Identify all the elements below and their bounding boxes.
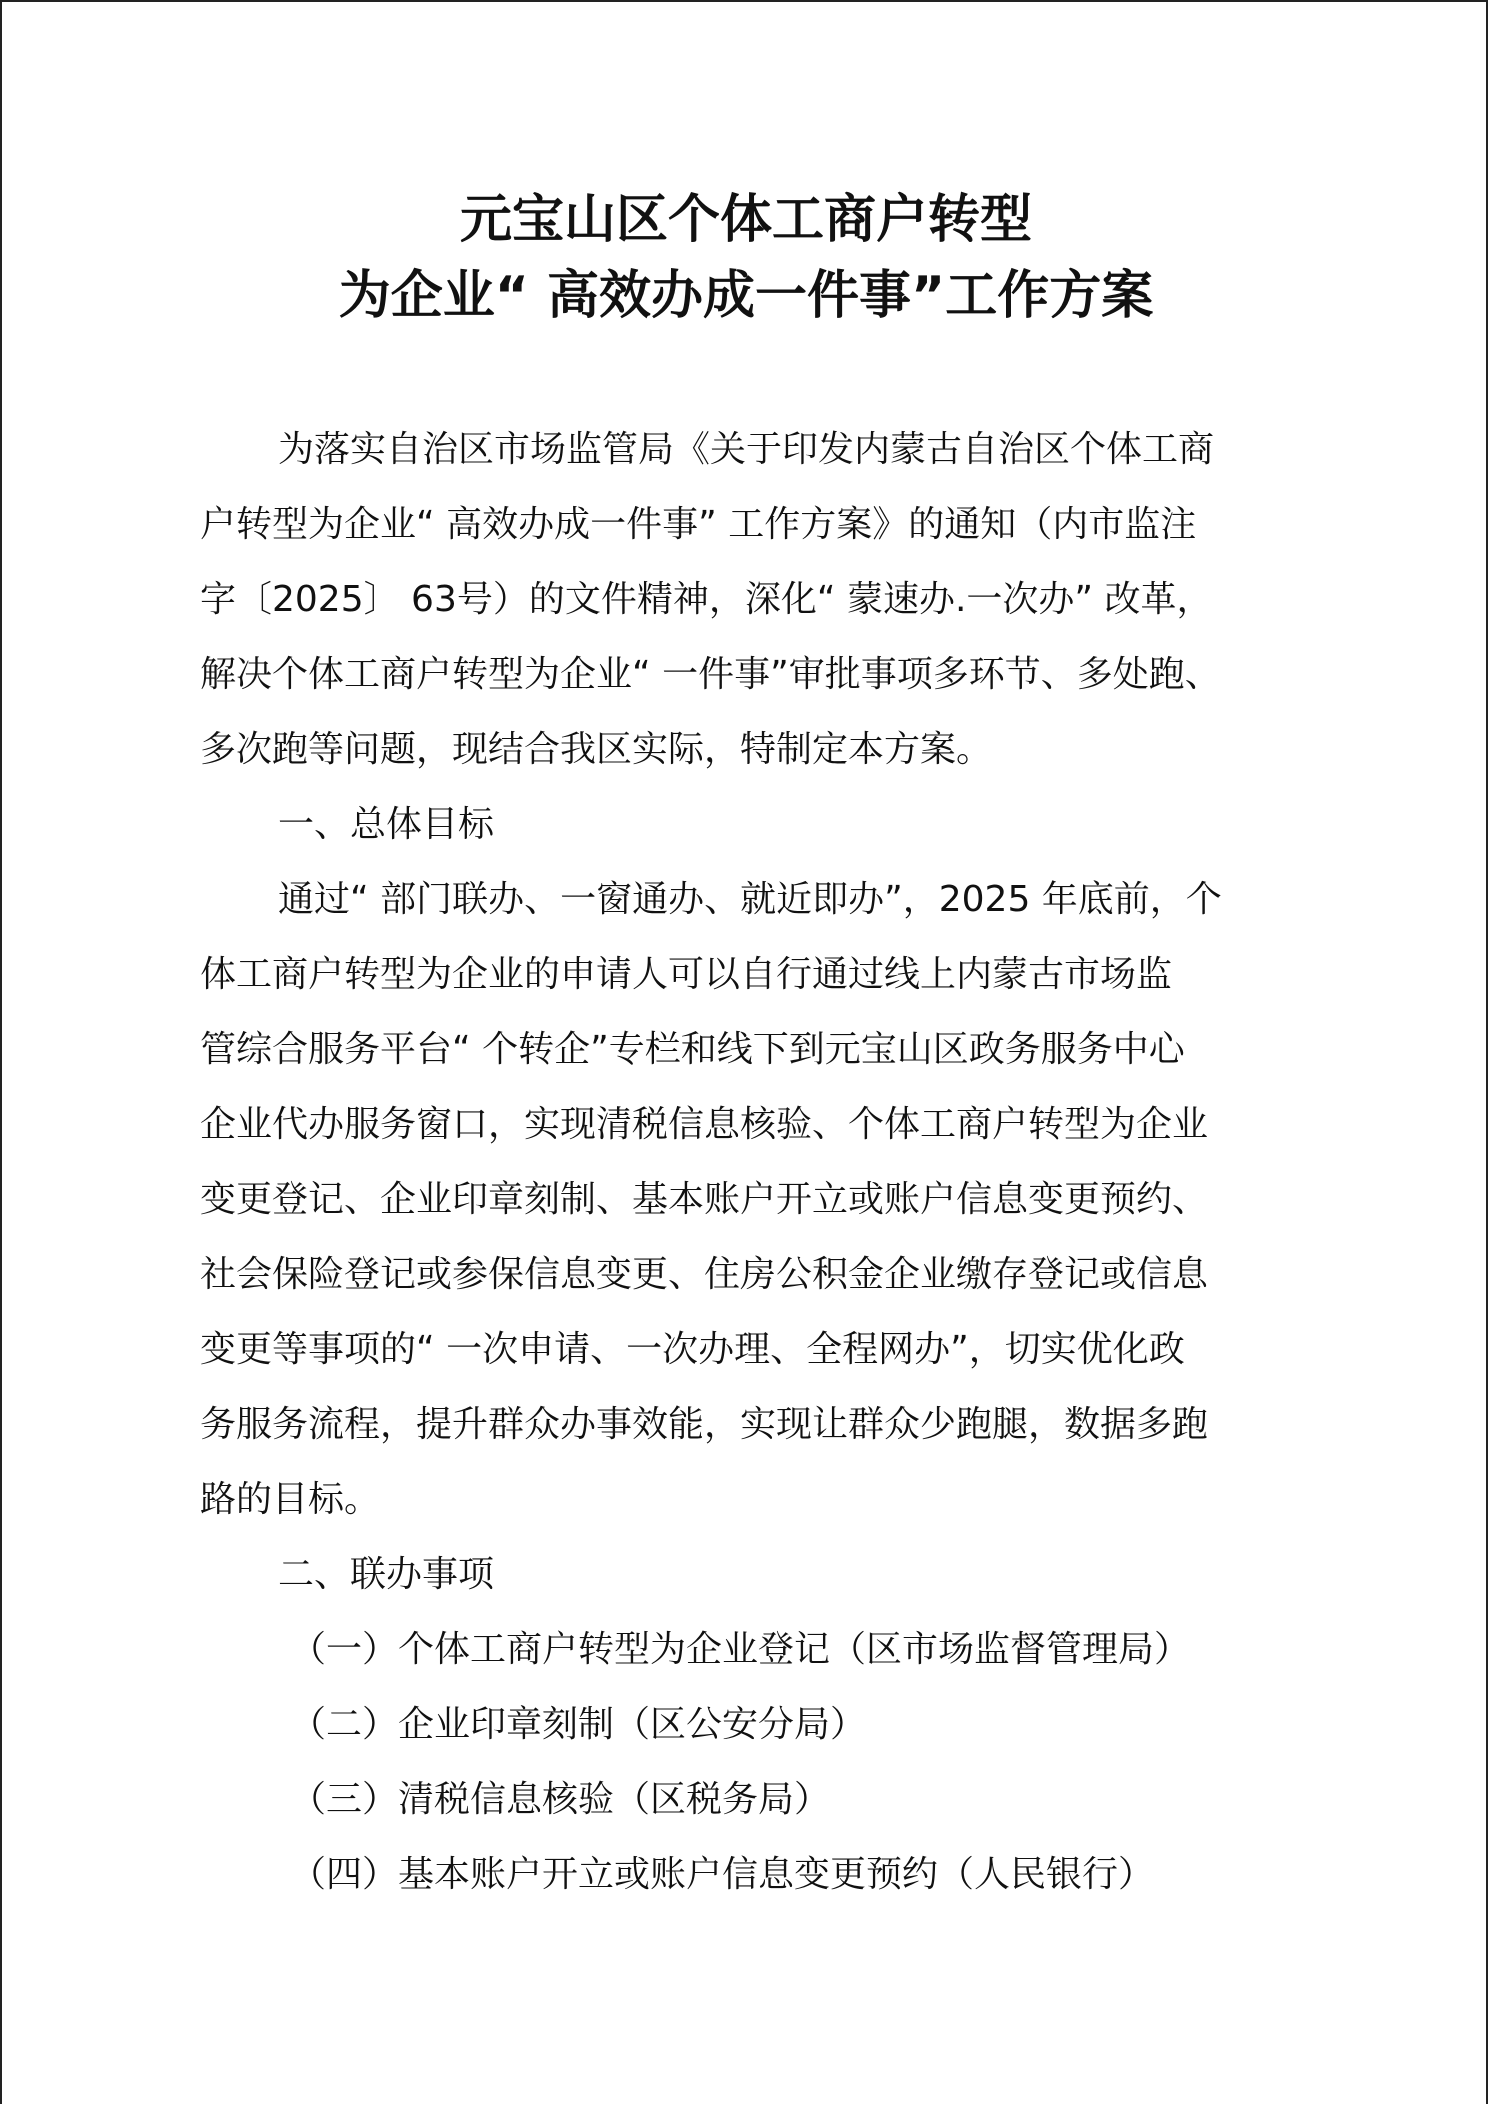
document-title-line-2: 为企业“ 高效办成一件事”工作方案 (338, 266, 1154, 326)
joint-item-2: （二）企业印章刻制（区公安分局） (290, 1704, 867, 1745)
paragraph-intro-line: 解决个体工商户转型为企业“ 一件事”审批事项多环节、多处跑、 (200, 654, 1221, 695)
section-heading-joint-items: 二、联办事项 (278, 1554, 495, 1595)
paragraph-goal-line: 变更等事项的“ 一次申请、一次办理、全程网办”，切实优化政 (200, 1329, 1185, 1370)
section-heading-overall-goal: 一、总体目标 (278, 804, 495, 845)
document-title-line-1: 元宝山区个体工商户转型 (459, 190, 1032, 250)
paragraph-intro-line: 户转型为企业“ 高效办成一件事” 工作方案》的通知（内市监注 (200, 504, 1197, 545)
paragraph-goal-line: 务服务流程，提升群众办事效能，实现让群众少跑腿，数据多跑 (200, 1404, 1209, 1445)
paragraph-intro-line: 字〔2025〕 63号）的文件精神，深化“ 蒙速办.一次办” 改革， (200, 579, 1213, 620)
joint-item-3: （三）清税信息核验（区税务局） (290, 1779, 831, 1820)
paragraph-goal-line: 通过“ 部门联办、一窗通办、就近即办”，2025 年底前，个 (278, 879, 1222, 920)
joint-item-4: （四）基本账户开立或账户信息变更预约（人民银行） (290, 1854, 1155, 1895)
paragraph-goal-line: 体工商户转型为企业的申请人可以自行通过线上内蒙古市场监 (200, 954, 1173, 995)
paragraph-intro-line: 多次跑等问题，现结合我区实际，特制定本方案。 (200, 729, 993, 770)
paragraph-intro-line: 为落实自治区市场监管局《关于印发内蒙古自治区个体工商 (278, 429, 1215, 470)
paragraph-goal-line: 社会保险登记或参保信息变更、住房公积金企业缴存登记或信息 (200, 1254, 1209, 1295)
joint-item-1: （一）个体工商户转型为企业登记（区市场监督管理局） (290, 1629, 1191, 1670)
paragraph-goal-line: 路的目标。 (200, 1479, 381, 1520)
paragraph-goal-line: 变更登记、企业印章刻制、基本账户开立或账户信息变更预约、 (200, 1179, 1209, 1220)
paragraph-goal-line: 企业代办服务窗口，实现清税信息核验、个体工商户转型为企业 (200, 1104, 1209, 1145)
paragraph-goal-line: 管综合服务平台“ 个转企”专栏和线下到元宝山区政务服务中心 (200, 1029, 1185, 1070)
